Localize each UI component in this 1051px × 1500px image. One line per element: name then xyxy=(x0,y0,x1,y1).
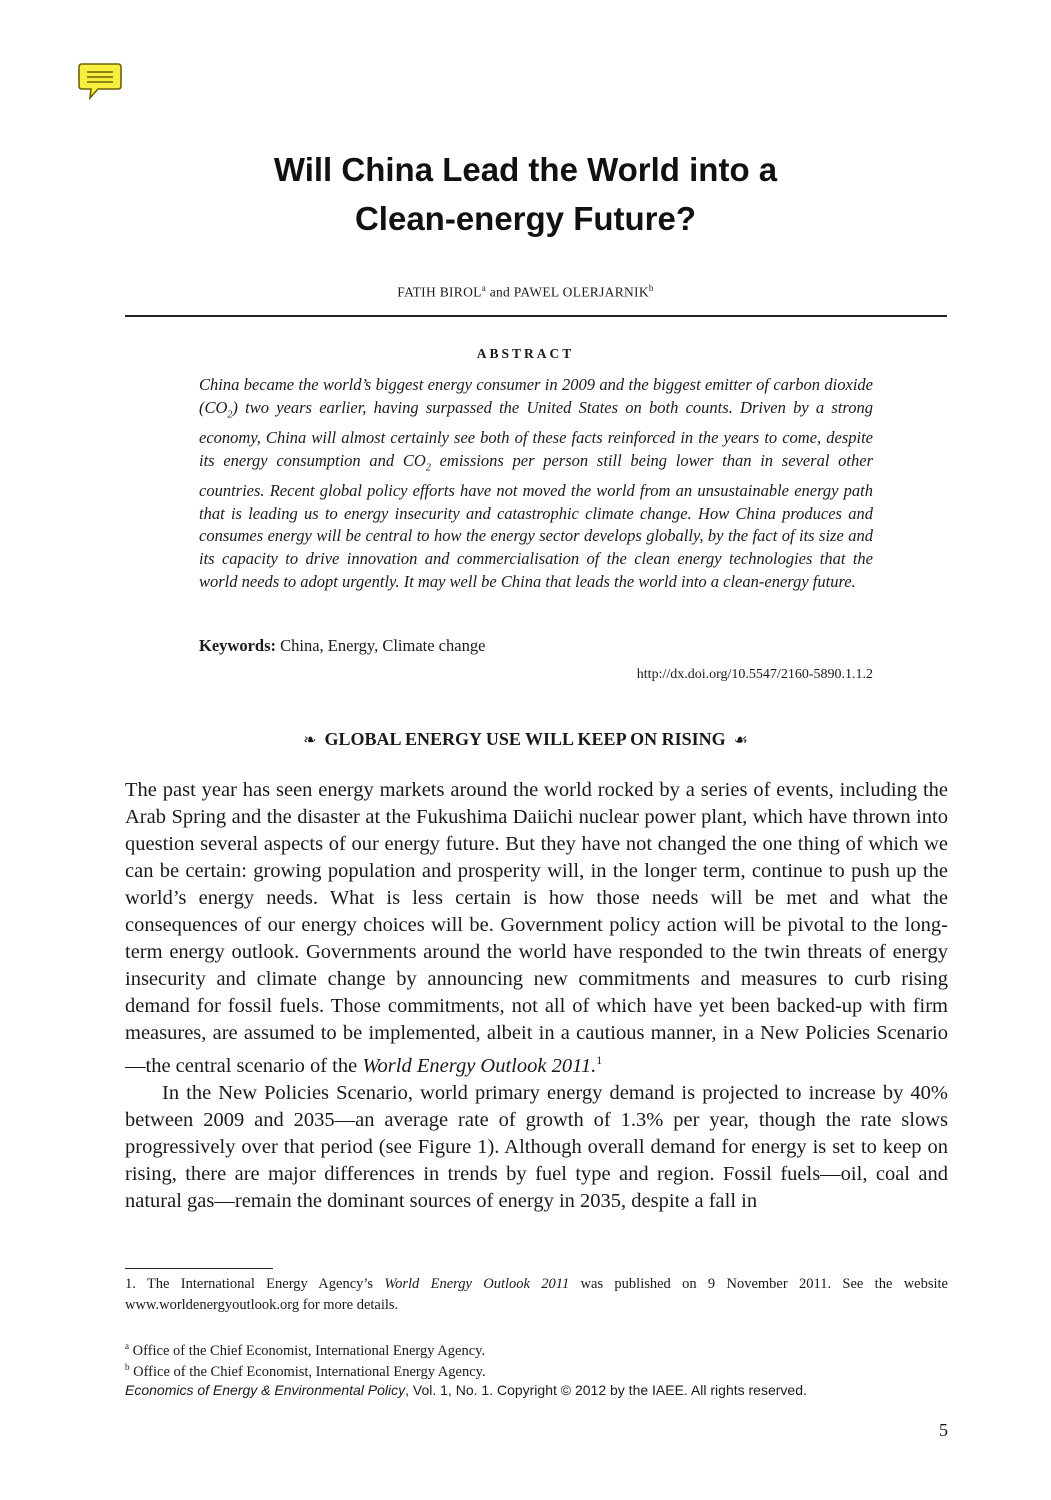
paragraph-2: In the New Policies Scenario, world primary energy demand is projected to increase by 40% between 2009 and 2035—an average rate of growth of 1.3% per year, though the rate slows progressively over that period (see Figure 1). Although overall demand for energy is set to keep on rising, there are major differences in trends by fuel type and region. Fossil fuels—oil, coal and natural gas—remain the dominant sources of energy in 2035, despite a fall in xyxy=(125,1081,948,1212)
abstract-heading: ABSTRACT xyxy=(476,346,575,361)
affiliation-a-text: Office of the Chief Economist, International Energy Agency. xyxy=(129,1342,486,1359)
abstract-text xyxy=(199,374,873,594)
footnote-post: was published on 9 November 2011. See the website www.worldenergyoutlook.org for more details. xyxy=(125,1276,948,1313)
abstract-part-3: emissions per person still being lower than in several other countries. Recent global policy efforts have not moved the world from an unsustainable energy path that is leading us to energy insecurity and catastrophic climate change. How China produces and consumes energy will be central to how the energy sector develops globally, by the fact of its size and its capacity to drive innovation and commercialisation of the clean energy technologies that the world needs to adopt urgently. It may well be China that leads the world into a clean-energy future. xyxy=(199,450,873,591)
keywords xyxy=(199,636,485,656)
doi-link[interactable]: http://dx.doi.org/10.5547/2160-5890.1.1.2 xyxy=(636,667,873,682)
title-line-2: Clean-energy Future? xyxy=(354,200,697,237)
author-line xyxy=(0,283,1051,301)
section-heading-text: GLOBAL ENERGY USE WILL KEEP ON RISING xyxy=(324,729,726,749)
footnote-italic: World Energy Outlook 2011 xyxy=(384,1276,570,1292)
author-1: FATIH BIROL xyxy=(397,284,482,300)
fleuron-left-icon: ❧ xyxy=(303,732,317,749)
abstract-subscript-1: 2 xyxy=(227,409,233,421)
journal-details: , Vol. 1, No. 1. Copyright © 2012 by the IAEE. All rights reserved. xyxy=(405,1382,807,1398)
author-2: PAWEL OLERJARNIK xyxy=(513,284,649,300)
author-2-affiliation-mark: b xyxy=(648,283,654,293)
affiliation-a-mark: a xyxy=(125,1341,129,1351)
journal-citation xyxy=(125,1382,807,1398)
paragraph-1-text: The past year has seen energy markets around the world rocked by a series of events, including the Arab Spring and the disaster at the Fukushima Daiichi nuclear power plant, which have thrown into question several aspects of our energy future. But they have not changed the one thing of which we can be certain: growing population and prosperity will, in the longer term, continue to push up the world’s energy needs. What is less certain is how those needs will be met and what the consequences of our energy choices will be. Government policy action will be pivotal to the long-term energy outlook. Governments around the world have responded to the twin threats of energy insecurity and climate change by announcing new commitments and measures to curb rising demand for fossil fuels. Those commitments, not all of which have yet been backed-up with firm measures, are assumed to be implemented, albeit in a cautious manner, in a New Policies Scenario—the central scenario of the xyxy=(125,779,948,1077)
keywords-label: Keywords: xyxy=(199,636,276,655)
section-heading xyxy=(0,729,1051,750)
journal-name: Economics of Energy & Environmental Policy xyxy=(125,1382,406,1398)
keywords-value: China, Energy, Climate change xyxy=(276,636,486,655)
paper-title xyxy=(0,145,1051,243)
body-text xyxy=(125,777,948,1215)
footnote-ref-1[interactable]: 1 xyxy=(596,1053,603,1067)
abstract-part-2: ) two years earlier, having surpassed the United States on both counts. Driven by a strong economy, China will almost certainly see both of these facts reinforced in the years to come, despite its energy consumption and CO xyxy=(199,397,873,470)
comment-note-icon[interactable] xyxy=(78,61,122,101)
title-line-1: Will China Lead the World into a xyxy=(273,151,778,188)
abstract-subscript-2: 2 xyxy=(425,461,431,473)
author-conjunction: and xyxy=(489,284,511,300)
footnote-1 xyxy=(125,1274,948,1316)
paragraph-1-italic: World Energy Outlook 2011. xyxy=(362,1054,597,1077)
fleuron-right-icon: ☙ xyxy=(733,732,748,749)
page-number: 5 xyxy=(939,1420,948,1440)
header-divider xyxy=(125,315,947,317)
abstract-part-1: China became the world’s biggest energy consumer in 2009 and the biggest emitter of carbon dioxide (CO xyxy=(199,375,873,417)
affiliation-b-mark: b xyxy=(125,1362,130,1372)
paragraph-1 xyxy=(125,777,948,1080)
affiliation-b-text: Office of the Chief Economist, International Energy Agency. xyxy=(129,1363,486,1380)
footnote-pre: 1. The International Energy Agency’s xyxy=(125,1276,385,1292)
affiliation-b xyxy=(125,1357,486,1382)
author-1-affiliation-mark: a xyxy=(481,283,487,293)
footnote-divider xyxy=(125,1268,273,1269)
